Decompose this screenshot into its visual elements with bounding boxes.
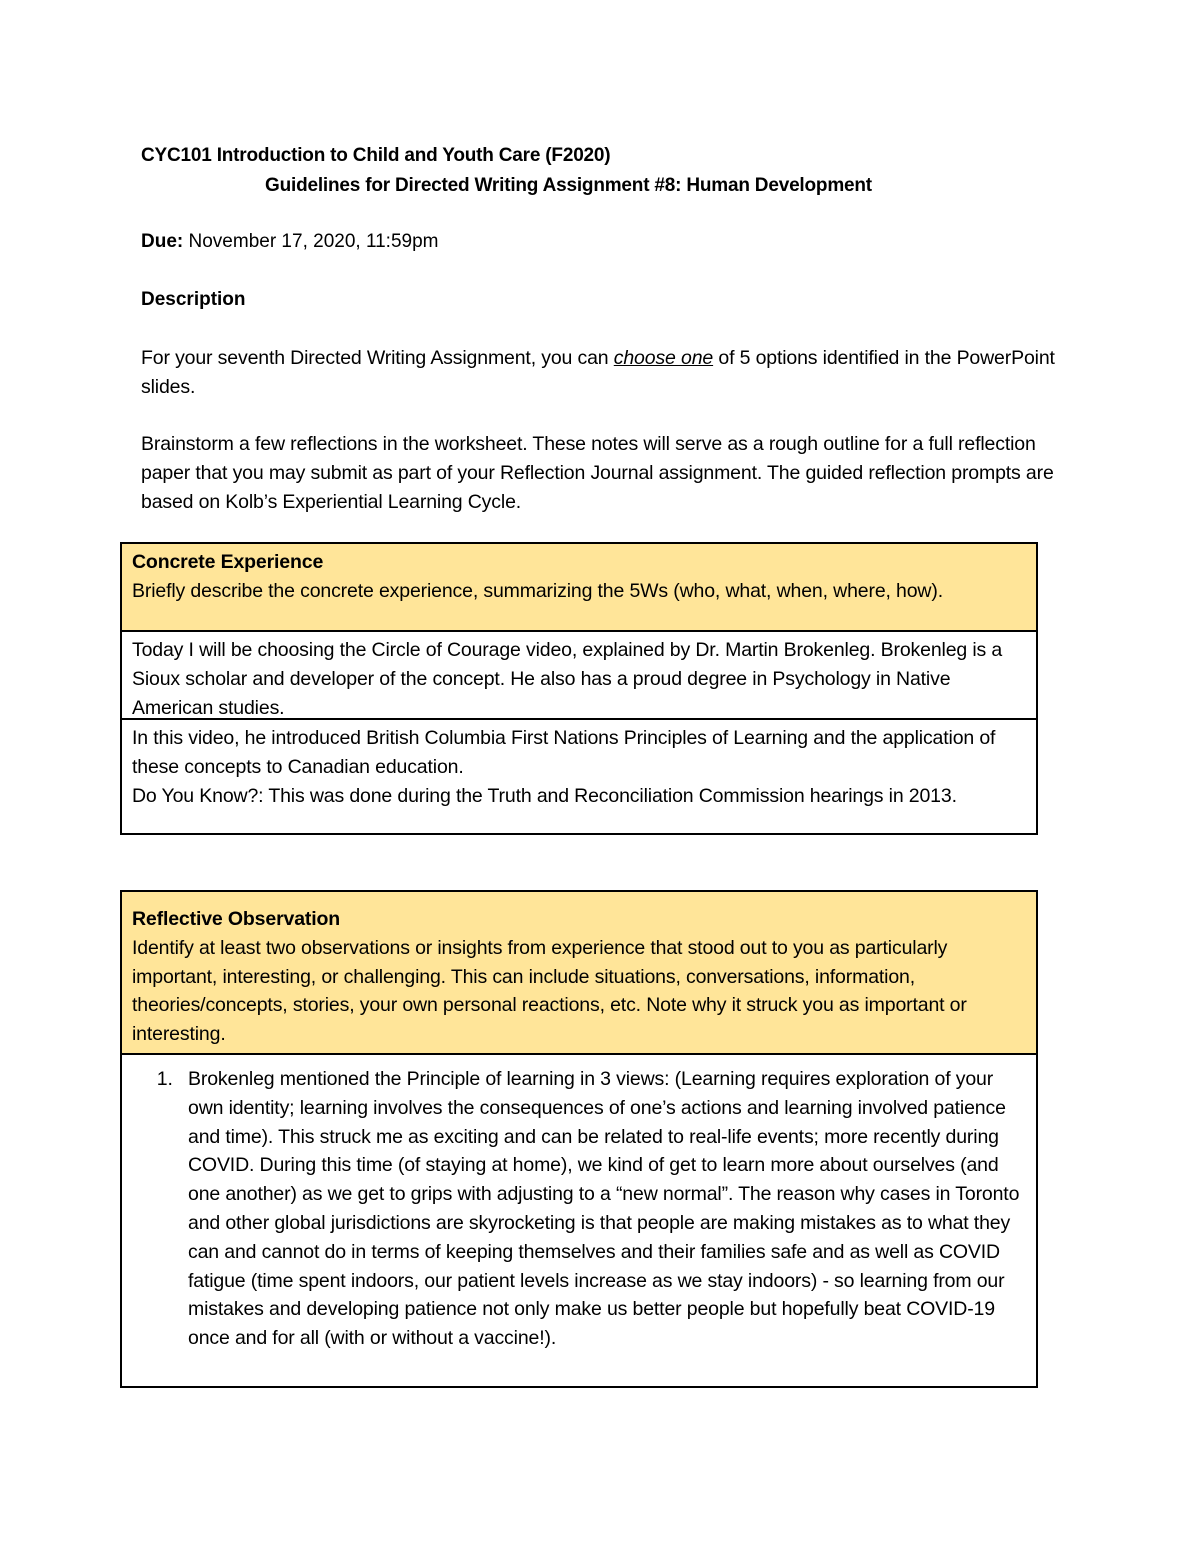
concrete-experience-prompt: Briefly describe the concrete experience, summarizing the 5Ws (who, what, when, where, how). [132,579,943,602]
concrete-experience-response-1: Today I will be choosing the Circle of Courage video, explained by Dr. Martin Brokenleg. Brokenleg is a Sioux scholar and developer of the concept. He also has a proud degree in Psychology in Native American studies. [122,632,1036,720]
para1-text-start: For your seventh Directed Writing Assignment, you can [141,347,614,369]
description-paragraph-brainstorm: Brainstorm a few reflections in the worksheet. These notes will serve as a rough outline for a full reflection paper that you may submit as part of your Reflection Journal assignment. The guided reflection prompts are based on Kolb’s Experiential Learning Cycle. [141,433,1054,513]
document-title: CYC101 Introduction to Child and Youth Care (F2020) [141,145,611,166]
reflective-observation-response [122,1055,1036,1386]
due-date-line [141,231,438,253]
response-2-line-2: Do You Know?: This was done during the Truth and Reconciliation Commission hearings in 2013. [132,784,957,807]
concrete-experience-table [120,542,1038,835]
concrete-experience-prompt-cell [122,544,1036,632]
reflective-observation-table [120,890,1038,1388]
para1-emphasis: choose one [613,347,714,369]
list-item: 1. Brokenleg mentioned the Principle of learning in 3 views: (Learning requires exploration of your own identity; learning involves the consequences of one’s actions and learning involved patience and time). This struck me as exciting and can be related to real-life events; more recently during COVID. During this time (of staying at home), we kind of get to learn more about ourselves (and one another) as we get to grips with adjusting to a “new normal”. The reason why cases in Toronto and other global jurisdictions are skyrocketing is that people are making mistakes as to what they can and cannot do in terms of keeping themselves and their families safe and as well as COVID fatigue (time spent indoors, our patient levels increase as we stay indoors) - so learning from our mistakes and developing patience not only make us better people but hopefully beat COVID-19 once and for all (with or without a vaccine!). [178,1065,1026,1353]
reflective-observation-prompt: Identify at least two observations or insights from experience that stood out to you as particularly important, interesting, or challenging. This can include situations, conversations, information, theories/concepts, stories, your own personal reactions, etc. Note why it struck you as important or interesting. [132,936,967,1046]
para1-text-end: of 5 options identified in the PowerPoint slides. [141,347,1055,398]
document-subtitle: Guidelines for Directed Writing Assignment #8: Human Development [265,175,872,196]
due-label: Due: [141,231,184,252]
reflective-observation-heading: Reflective Observation [132,908,341,930]
response-2-line-1: In this video, he introduced British Columbia First Nations Principles of Learning and the application of these concepts to Canadian education. [132,727,996,778]
description-heading: Description [141,289,246,310]
reflective-observation-prompt-cell [122,892,1036,1055]
concrete-experience-heading: Concrete Experience [132,551,324,573]
due-value: November 17, 2020, 11:59pm [183,231,439,252]
concrete-experience-response-2 [122,720,1036,833]
description-paragraph-options [141,344,1071,402]
observation-list [132,1065,1026,1353]
